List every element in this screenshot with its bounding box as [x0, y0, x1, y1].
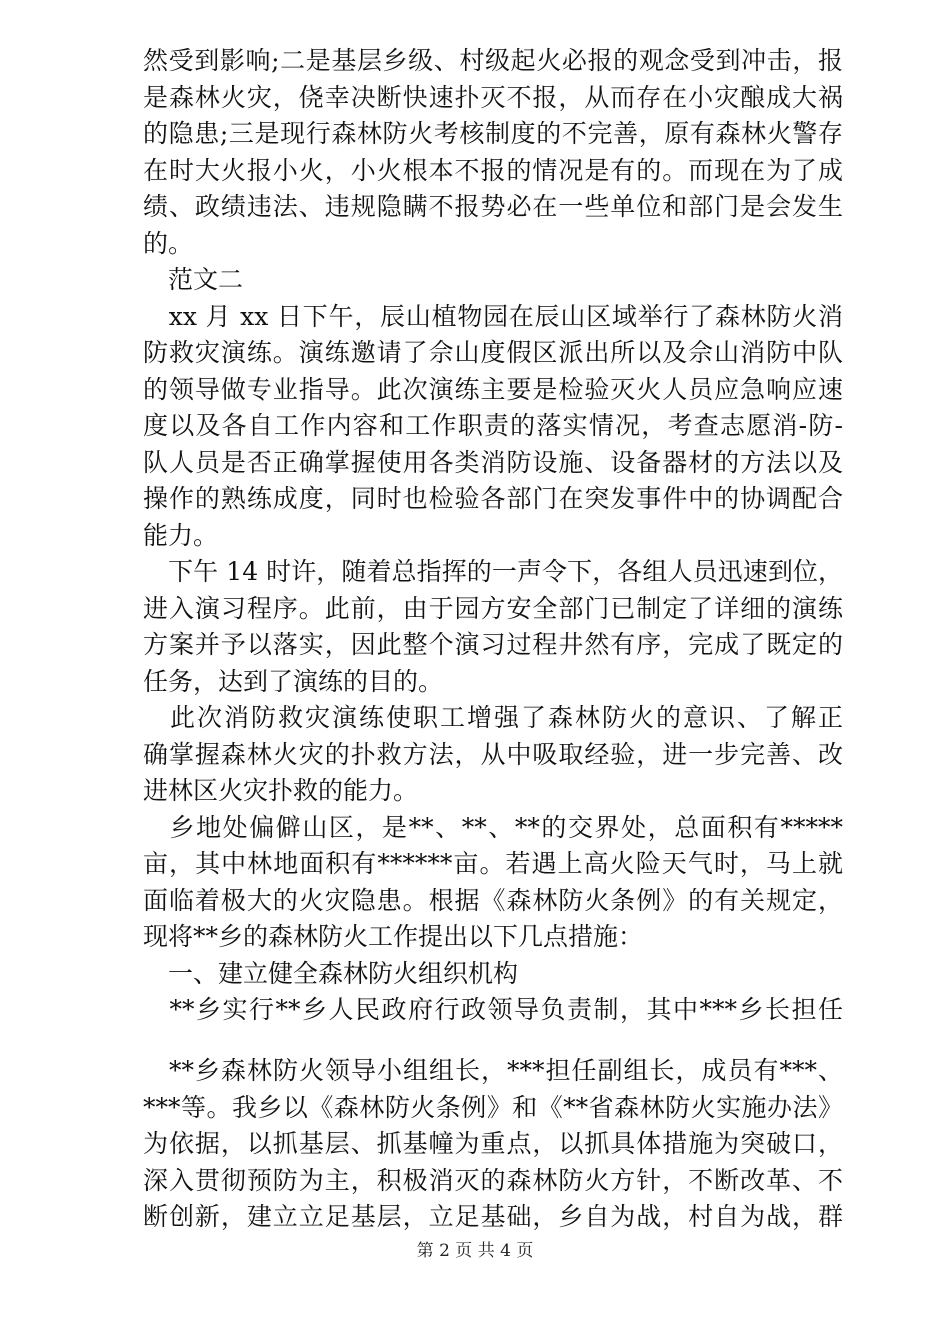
text-line: 队人员是否正确掌握使用各类消防设施、设备器材的方法以及: [143, 448, 843, 478]
text-line: 方案并予以落实，因此整个演习过程井然有序，完成了既定的: [143, 630, 843, 660]
page-number-footer: 第 2 页 共 4 页: [416, 1241, 534, 1261]
text-line: 的隐患;三是现行森林防火考核制度的不完善，原有森林火警存: [143, 119, 843, 149]
text-line: 下午 14 时许，随着总指挥的一声令下，各组人员迅速到位，: [143, 557, 843, 587]
text-line: 为依据，以抓基层、抓基幢为重点，以抓具体措施为突破口，: [143, 1129, 843, 1159]
text-line: 现将**乡的森林防火工作提出以下几点措施：: [143, 922, 644, 952]
text-line: **乡森林防火领导小组组长，***担任副组长，成员有***、: [143, 1056, 843, 1086]
text-line: 能力。: [143, 521, 219, 551]
text-line: 操作的熟练成度，同时也检验各部门在突发事件中的协调配合: [143, 484, 843, 514]
text-line: 防救灾演练。演练邀请了佘山度假区派出所以及佘山消防中队: [143, 338, 843, 368]
text-line: **乡实行**乡人民政府行政领导负责制，其中***乡长担任: [143, 995, 843, 1025]
text-line: ***等。我乡以《森林防火条例》和《**省森林防火实施办法》: [143, 1092, 843, 1122]
text-line: 任务，达到了演练的目的。: [143, 667, 444, 697]
text-line: xx 月 xx 日下午，辰山植物园在辰山区域举行了森林防火消: [143, 302, 843, 332]
text-line: 断创新，建立立足基层，立足基础，乡自为战，村自为战，群: [143, 1202, 843, 1231]
text-line: 确掌握森林火灾的扑救方法，从中吸取经验，进一步完善、改: [143, 740, 843, 770]
text-line: 在时大火报小火，小火根本不报的情况是有的。而现在为了成: [143, 156, 843, 186]
text-line: 然受到影响;二是基层乡级、村级起火必报的观念受到冲击，报: [143, 46, 843, 76]
text-line: 的领导做专业指导。此次演练主要是检验灭火人员应急响应速: [143, 375, 843, 405]
text-line: 深入贯彻预防为主，积极消灭的森林防火方针，不断改革、不: [143, 1165, 843, 1195]
section-heading: 一、建立健全森林防火组织机构: [143, 959, 519, 989]
text-line: 度以及各自工作内容和工作职责的落实情况，考查志愿消-防-: [143, 411, 843, 441]
text-line: 的。: [143, 229, 194, 259]
text-line: 绩、政绩违法、违规隐瞒不报势必在一些单位和部门是会发生: [143, 192, 843, 222]
text-line: 乡地处偏僻山区，是**、**、**的交界处，总面积有*****: [143, 813, 843, 843]
text-line: 面临着极大的火灾隐患。根据《森林防火条例》的有关规定，: [143, 886, 843, 916]
text-line: 进入演习程序。此前，由于园方安全部门已制定了详细的演练: [143, 594, 843, 624]
text-line: 进林区火灾扑救的能力。: [143, 776, 419, 806]
text-line: 亩，其中林地面积有******亩。若遇上高火险天气时，马上就: [143, 849, 843, 879]
section-heading: 范文二: [143, 265, 244, 295]
text-line: 此次消防救灾演练使职工增强了森林防火的意识、了解正: [143, 703, 843, 733]
text-line: 是森林火灾，侥幸决断快速扑灭不报，从而存在小灾酿成大祸: [143, 83, 843, 113]
